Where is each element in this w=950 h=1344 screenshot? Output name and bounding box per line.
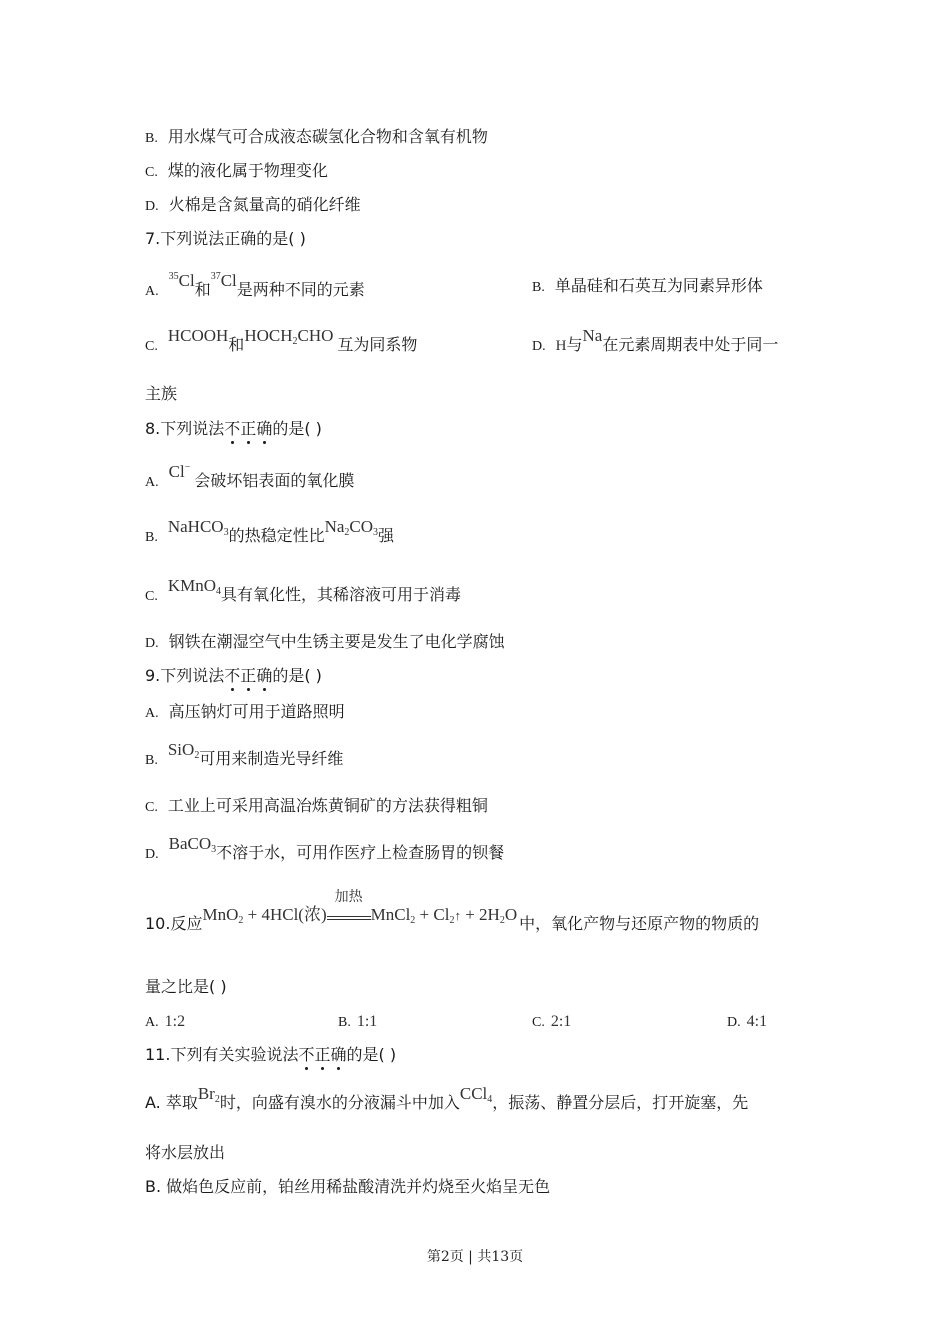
sodium-symbol: Na: [582, 326, 603, 345]
q11-option-a-continued: 将水层放出: [145, 1143, 226, 1162]
chlorine-35-formula: $^{35}$Cl: [168, 271, 195, 290]
q6-option-b: B. 用水煤气可合成液态碳氢化合物和含氧有机物: [145, 127, 488, 146]
emphasis-dot-char: 正: [240, 666, 257, 685]
emphasis-dot-char: 确: [256, 419, 273, 438]
q10-stem-continued: 量之比是( ): [145, 977, 227, 996]
silicon-dioxide-formula: SiO$_2$: [167, 740, 200, 761]
q9-option-a: A. 高压钠灯可用于道路照明: [145, 702, 345, 721]
bromine-formula: $Br_2$: [197, 1084, 220, 1105]
q10-option-c: C. 2:1: [532, 1013, 572, 1030]
q7-stem: 7.下列说法正确的是( ): [145, 229, 306, 248]
heating-condition-equals: 加热: [327, 915, 371, 920]
q10-option-b: B. 1:1: [338, 1013, 378, 1030]
q9-option-b: B.SiO$_2$可用来制造光导纤维: [145, 740, 344, 768]
q6-option-c: C. 煤的液化属于物理变化: [145, 161, 328, 180]
q9-option-c: C. 工业上可采用高温冶炼黄铜矿的方法获得粗铜: [145, 796, 488, 815]
q7-option-d: D. H与Na在元素周期表中处于同一: [532, 326, 779, 354]
q8-option-b: B.NaHCO$_3$的热稳定性比$Na_2CO_3$强: [145, 517, 395, 545]
q7-option-c: C.HCOOH和$HOCH_2CHO$ 互为同系物: [145, 326, 418, 354]
carbon-tetrachloride-formula: CCl$_4$: [459, 1084, 493, 1105]
hydroxyacetaldehyde-formula: $HOCH_2CHO$: [244, 326, 334, 347]
barium-carbonate-formula: BaCO$_3$: [168, 834, 217, 855]
q8-option-a: A.Cl−会破坏铝表面的氧化膜: [145, 462, 355, 490]
chloride-ion-formula: Cl−: [168, 462, 191, 481]
q8-option-d: D. 钢铁在潮湿空气中生锈主要是发生了电化学腐蚀: [145, 632, 505, 651]
reaction-equation: MnO$_2$ + 4HCl(浓) 加热 MnCl$_2$ + $Cl_2↑ + 2H_2O$: [202, 889, 518, 926]
q7-option-b: B. 单晶硅和石英互为同素异形体: [532, 276, 763, 295]
formic-acid-formula: HCOOH: [167, 326, 229, 345]
q8-stem: 8.下列说法不正确的是( ): [145, 419, 322, 438]
emphasis-dot-char: 正: [240, 419, 257, 438]
emphasis-dot-char: 确: [256, 666, 273, 685]
sodium-carbonate-formula: $Na_2CO_3$: [324, 517, 379, 538]
q10-option-a: A. 1:2: [145, 1013, 186, 1030]
gas-arrow-icon: ↑: [454, 908, 461, 923]
page-footer: 第2页 | 共13页: [426, 1249, 524, 1265]
chlorine-37-formula: $^{37}$Cl: [210, 271, 237, 290]
q6-option-d: D. 火棉是含氮量高的硝化纤维: [145, 195, 361, 214]
q9-stem: 9.下列说法不正确的是( ): [145, 666, 322, 685]
q11-option-a: A. 萃取$Br_2$时，向盛有溴水的分液漏斗中加入CCl$_4$，振荡、静置分层后，打开旋塞，先: [145, 1084, 749, 1112]
emphasis-dot-char: 正: [314, 1045, 331, 1064]
q10-stem: 10.反应MnO$_2$ + 4HCl(浓) 加热 MnCl$_2$ + $Cl_2↑ + 2H_2O$ 中，氧化产物与还原产物的物质的: [145, 889, 760, 933]
q8-option-c: C.KMnO$_4$具有氧化性，其稀溶液可用于消毒: [145, 576, 462, 604]
emphasis-dot-char: 确: [330, 1045, 347, 1064]
emphasis-dot-char: 不: [224, 666, 241, 685]
q7-option-d-continued: 主族: [145, 384, 178, 403]
emphasis-dot-char: 不: [298, 1045, 315, 1064]
emphasis-dot-char: 不: [224, 419, 241, 438]
q10-option-d: D. 4:1: [727, 1013, 768, 1030]
potassium-permanganate-formula: KMnO$_4$: [167, 576, 222, 597]
q9-option-d: D.BaCO$_3$不溶于水，可用作医疗上检查肠胃的钡餐: [145, 834, 505, 862]
sodium-bicarbonate-formula: NaHCO$_3$: [167, 517, 229, 538]
q7-option-a: A.$^{35}$Cl和$^{37}$Cl是两种不同的元素: [145, 271, 365, 299]
q11-option-b: B. 做焰色反应前，铂丝用稀盐酸清洗并灼烧至火焰呈无色: [145, 1177, 551, 1196]
q11-stem: 11.下列有关实验说法不正确的是( ): [145, 1045, 397, 1064]
